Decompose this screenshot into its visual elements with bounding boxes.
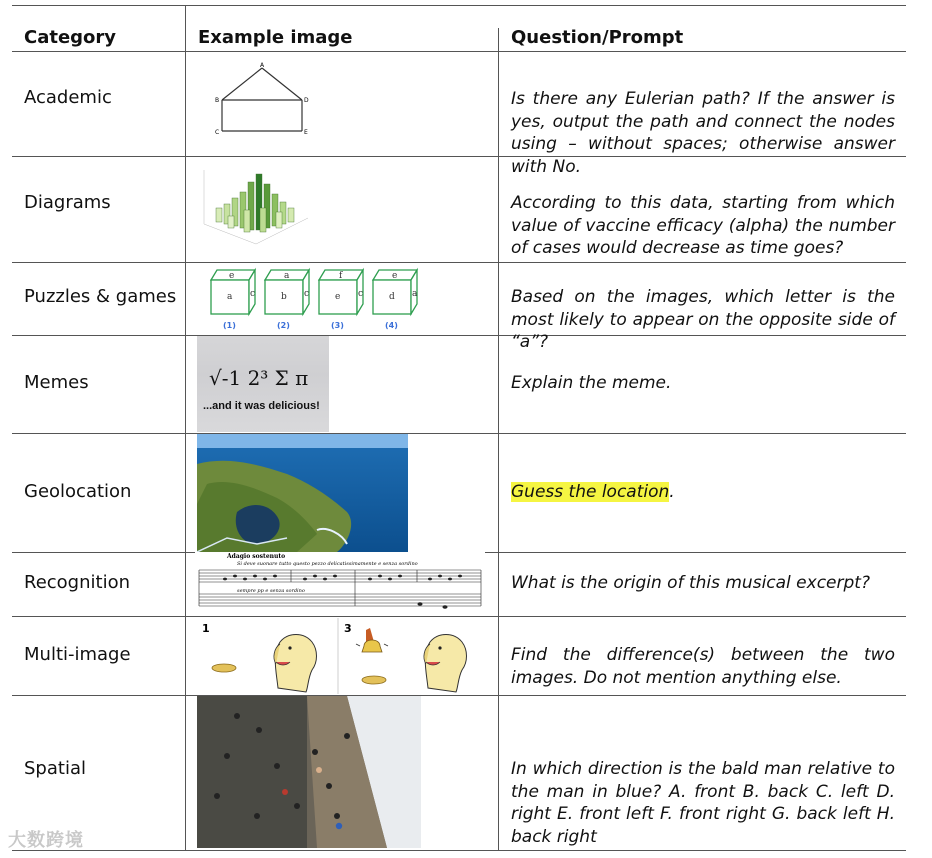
- category-geolocation: Geolocation: [24, 481, 132, 502]
- svg-text:(3): (3): [331, 321, 344, 330]
- svg-text:(2): (2): [277, 321, 290, 330]
- meme-symbols: √-1 2³ Σ π: [209, 366, 309, 390]
- category-memes: Memes: [24, 372, 89, 393]
- row-divider: [12, 433, 906, 434]
- music-score-image: [195, 552, 485, 615]
- row-divider: [12, 695, 906, 696]
- svg-text:c: c: [250, 289, 256, 299]
- meme-shirt-image: [197, 336, 329, 432]
- svg-text:c: c: [358, 289, 364, 299]
- svg-text:1: 1: [202, 622, 210, 635]
- dog-comparison-image: [196, 618, 496, 694]
- svg-text:b: b: [281, 292, 287, 302]
- header-example-image: Example image: [198, 27, 353, 48]
- question-spatial: In which direction is the bald man relative to the man in blue? A. front B. back C. left D. right E. front left F. front right G. back left H. back right: [511, 759, 895, 847]
- table-top-border: [12, 5, 906, 6]
- svg-text:e: e: [229, 271, 235, 281]
- category-diagrams: Diagrams: [24, 192, 111, 213]
- row-divider: [12, 616, 906, 617]
- column-divider: [185, 5, 186, 850]
- highlighted-text: Guess the location: [511, 482, 670, 502]
- svg-text:a: a: [284, 271, 290, 281]
- svg-text:Si deve suonare tutto questo p: Si deve suonare tutto questo pezzo delicatissimamente e senza sordino: [237, 561, 418, 567]
- cubes-puzzle-image: [205, 266, 431, 332]
- panel-1: [212, 635, 317, 693]
- svg-text:(4): (4): [385, 321, 398, 330]
- panel-2: [356, 628, 467, 692]
- coastline-photo: [197, 434, 408, 552]
- node-label: B: [215, 97, 220, 104]
- node-label: D: [304, 97, 309, 104]
- node-label: A: [260, 62, 265, 69]
- category-recognition: Recognition: [24, 572, 130, 593]
- svg-text:e: e: [335, 292, 341, 302]
- question-geolocation: Guess the location.: [511, 482, 675, 502]
- header-divider: [12, 51, 906, 52]
- category-academic: Academic: [24, 87, 112, 108]
- node-label: E: [304, 129, 308, 136]
- svg-text:a: a: [412, 289, 418, 299]
- question-recognition: What is the origin of this musical excerpt?: [511, 573, 870, 593]
- svg-text:f: f: [339, 271, 343, 281]
- 3d-bar-chart-image: [196, 160, 312, 258]
- svg-text:a: a: [227, 292, 233, 302]
- header-category: Category: [24, 27, 117, 48]
- svg-text:Adagio sostenuto: Adagio sostenuto: [227, 553, 286, 560]
- watermark: 大数跨境: [8, 830, 84, 851]
- question-diagrams: According to this data, starting from which value of vaccine efficacy (alpha) the number of cases would decrease as time goes?: [511, 193, 895, 258]
- aerial-crowd-photo: [197, 696, 421, 848]
- question-multi-image: Find the difference(s) between the two images. Do not mention anything else.: [511, 645, 895, 688]
- svg-text:d: d: [389, 292, 395, 302]
- column-divider: [498, 28, 499, 850]
- question-puzzles: Based on the images, which letter is the most likely to appear on the opposite side of “a”?: [511, 287, 895, 352]
- svg-text:sempre pp e senza sordino: sempre pp e senza sordino: [237, 588, 305, 594]
- category-spatial: Spatial: [24, 758, 86, 779]
- meme-caption: ...and it was delicious!: [203, 400, 320, 412]
- table-bottom-border: [12, 850, 906, 851]
- category-puzzles: Puzzles & games: [24, 286, 177, 307]
- svg-text:c: c: [304, 289, 310, 299]
- svg-text:3: 3: [344, 622, 352, 635]
- header-question: Question/Prompt: [511, 27, 684, 48]
- row-divider: [12, 262, 906, 263]
- svg-text:(1): (1): [223, 321, 236, 330]
- svg-text:e: e: [392, 271, 398, 281]
- eulerian-graph-image: [210, 60, 320, 138]
- question-memes: Explain the meme.: [511, 373, 672, 393]
- node-label: C: [215, 129, 220, 136]
- category-multi-image: Multi-image: [24, 644, 131, 665]
- question-academic: Is there any Eulerian path? If the answer is yes, output the path and connect the nodes using – without spaces; otherwise answer with No.: [511, 89, 895, 177]
